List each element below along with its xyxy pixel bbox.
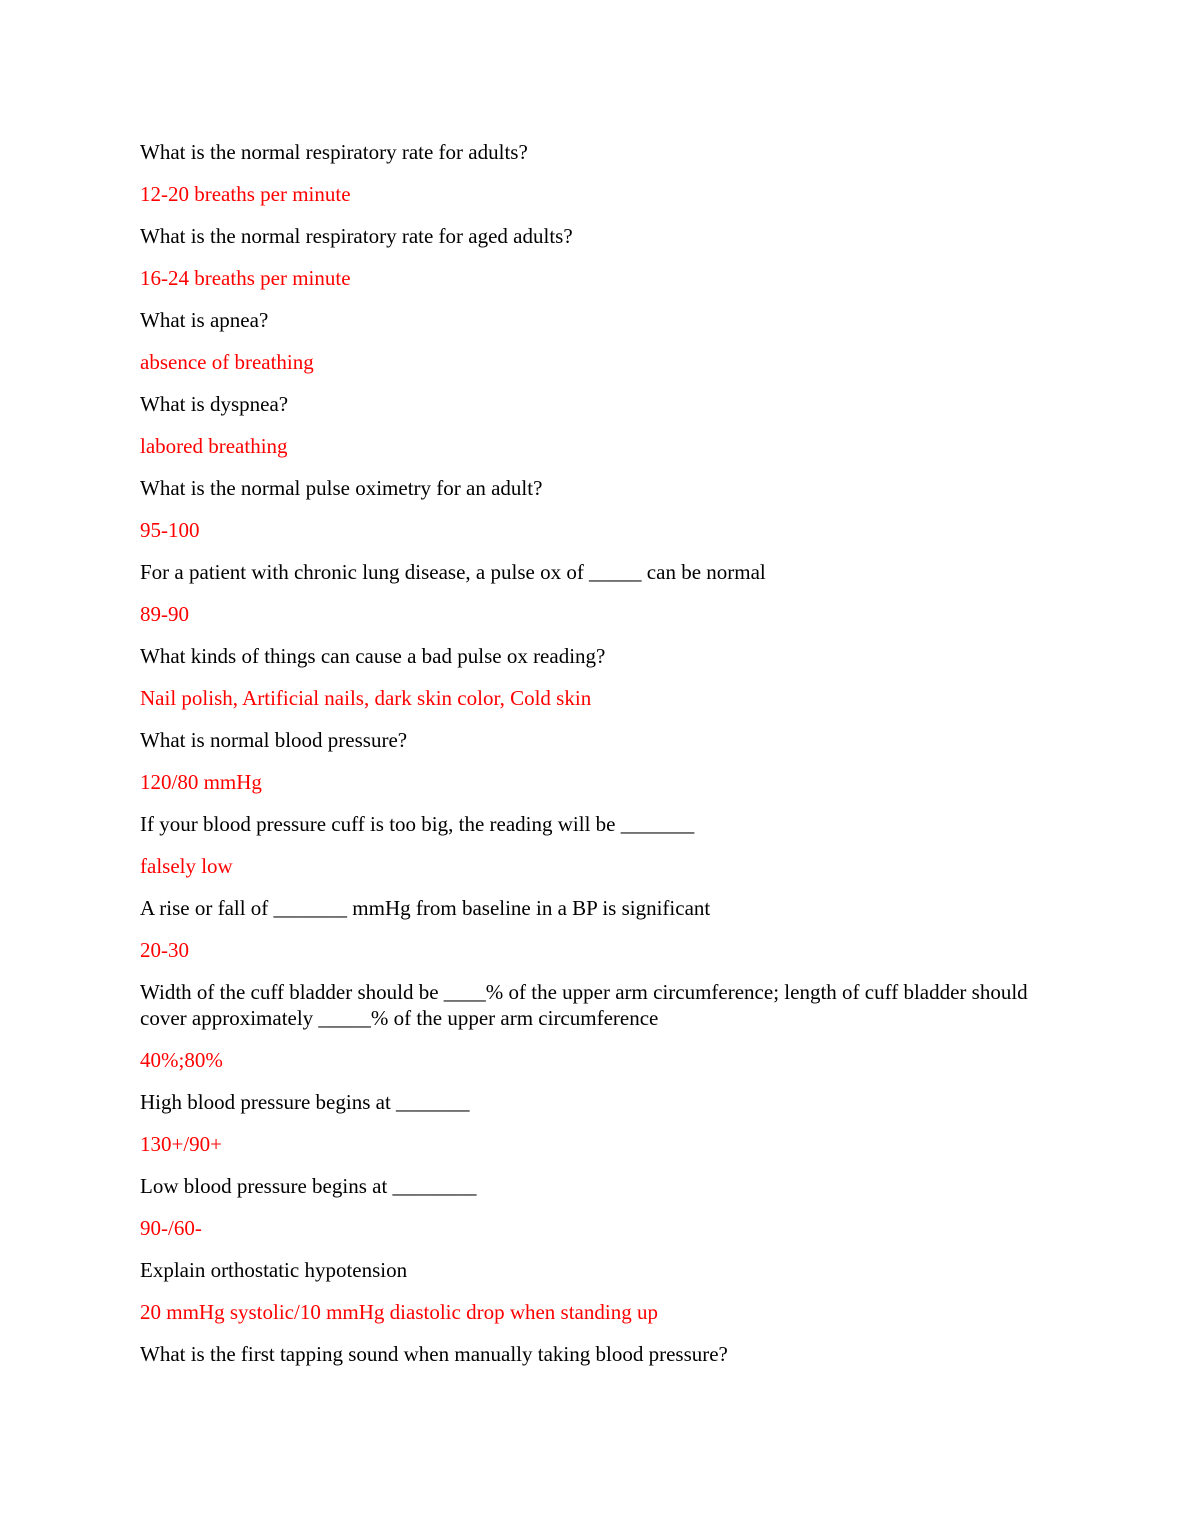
question-3: What is apnea? [140,308,269,332]
answer-10: 20-30 [140,938,189,962]
question-6: For a patient with chronic lung disease, a pulse ox of _____ can be normal [140,560,766,584]
answer-13: 90-/60- [140,1216,202,1240]
question-8: What is normal blood pressure? [140,728,408,752]
answer-12: 130+/90+ [140,1132,223,1156]
answer-4: labored breathing [140,434,288,458]
question-10: A rise or fall of _______ mmHg from baseline in a BP is significant [140,896,711,920]
answer-7: Nail polish, Artificial nails, dark skin color, Cold skin [140,686,592,710]
question-5: What is the normal pulse oximetry for an adult? [140,476,543,500]
question-4: What is dyspnea? [140,392,289,416]
answer-1: 12-20 breaths per minute [140,182,351,206]
answer-3: absence of breathing [140,350,314,374]
question-15: What is the first tapping sound when manually taking blood pressure? [140,1342,728,1366]
answer-11: 40%;80% [140,1048,223,1072]
answer-5: 95-100 [140,518,200,542]
question-7: What kinds of things can cause a bad pulse ox reading? [140,644,606,668]
question-14: Explain orthostatic hypotension [140,1258,408,1282]
answer-9: falsely low [140,854,233,878]
qa-list [140,139,1060,1383]
answer-2: 16-24 breaths per minute [140,266,351,290]
question-13: Low blood pressure begins at ________ [140,1174,477,1198]
answer-8: 120/80 mmHg [140,770,262,794]
question-1: What is the normal respiratory rate for adults? [140,140,528,164]
answer-14: 20 mmHg systolic/10 mmHg diastolic drop when standing up [140,1300,658,1324]
question-2: What is the normal respiratory rate for aged adults? [140,224,573,248]
question-9: If your blood pressure cuff is too big, the reading will be _______ [140,812,695,836]
answer-6: 89-90 [140,602,189,626]
question-11: Width of the cuff bladder should be ____% of the upper arm circumference; length of cuff bladder should cover approximately _____% of the upper arm circumference [140,980,1028,1030]
question-12: High blood pressure begins at _______ [140,1090,470,1114]
